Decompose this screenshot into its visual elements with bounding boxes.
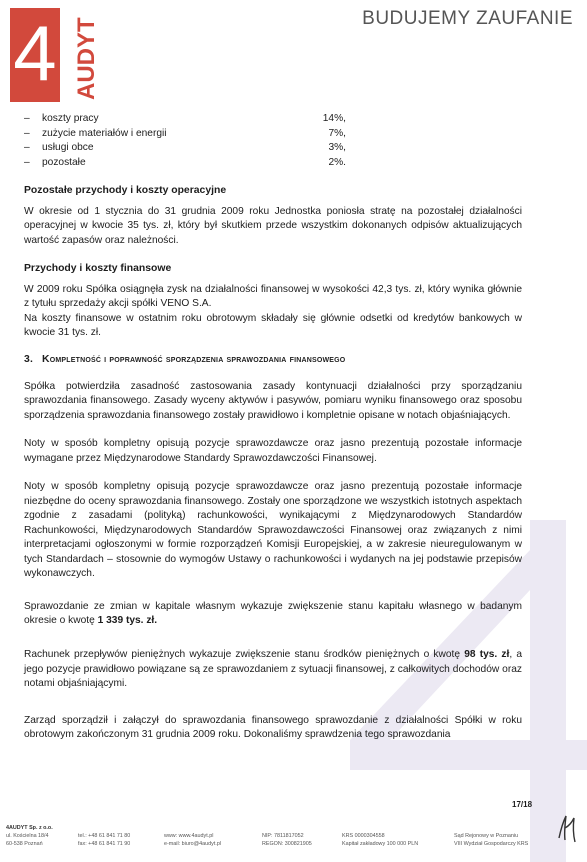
paragraph-going-concern: Spółka potwierdziła zasadność zastosowania zasady kontynuacji działalności przy sporządzaniu sprawozdania finansowego. Zasady wyceny aktywów i pasywów, pomiaru wyniku finansowego oraz sposobu sporządzenia sprawozdania finansowego zostały prawidłowo i kompletnie opisane w notach objaśniających. bbox=[24, 380, 522, 421]
cost-value: 3%, bbox=[328, 142, 346, 153]
paragraph-equity: Sprawozdanie ze zmian w kapitale własnym wykazuje zwiększenie stanu kapitału własnego w badanym okresie o kwotę 1 339 tys. zł. bbox=[24, 600, 522, 626]
paragraph-notes-1: Noty w sposób kompletny opisują pozycje sprawozdawcze oraz jasno prezentują pozostałe informacje wymagane przez Międzynarodowe Standardy Sprawozdawczości Finansowej. bbox=[24, 438, 522, 464]
cost-row: – koszty pracy 14%, bbox=[24, 112, 522, 127]
footer-ids: NIP: 7811817052 REGON: 300821905 bbox=[262, 833, 312, 848]
page-number: 17/18 bbox=[512, 800, 533, 809]
finance-paragraph-2: Na koszty finansowe w ostatnim roku obrotowym składały się głównie odsetki od kredytów bankowych w kwocie 31 tys. zł. bbox=[24, 312, 522, 339]
logo-number: 4 bbox=[13, 9, 57, 97]
cost-row: – usługi obce 3%, bbox=[24, 141, 522, 156]
other-ops-heading: Pozostałe przychody i koszty operacyjne bbox=[24, 185, 227, 196]
header-slogan: BUDUJEMY ZAUFANIE bbox=[362, 8, 573, 29]
footer-phones: tel.: +48 61 841 71 80 fax: +48 61 841 71 90 bbox=[78, 833, 131, 848]
paragraph-cashflow: Rachunek przepływów pieniężnych wykazuje zwiększenie stanu środków pieniężnych o kwotę 98 tys. zł, a jego pozycje prawidłowo powiązane są ze sprawozdaniem z sytuacji finansowej, z całkowitych dochodów oraz notami objaśniającymi. bbox=[24, 649, 522, 690]
other-ops-paragraph: W okresie od 1 stycznia do 31 grudnia 2009 roku Jednostka poniosła stratę na pozostałej działalności operacyjnej w kwocie 35 tys. zł, który był skutkiem przede wszystkim dokonanych odpisów aktualizujących wartość zapasów oraz należności. bbox=[24, 205, 522, 246]
finance-heading: Przychody i koszty finansowe bbox=[24, 263, 172, 275]
cost-label: koszty pracy bbox=[42, 113, 99, 124]
cost-value: 14%, bbox=[322, 113, 346, 124]
page-footer bbox=[6, 824, 581, 858]
cost-label: pozostałe bbox=[42, 156, 86, 168]
paragraph-management-report: Zarząd sporządził i załączył do sprawozdania finansowego sprawozdanie z działalności Spółki w roku obrotowym zakończonym 31 grudnia 2009 roku. Dokonaliśmy sprawdzenia tego sprawozdania bbox=[24, 714, 522, 741]
cash-amount: 98 tys. zł bbox=[464, 649, 510, 661]
section-title: Kompletność i poprawność sporządzenia sprawozdania finansowego bbox=[42, 353, 346, 365]
section-3-heading bbox=[24, 353, 522, 368]
cost-label: zużycie materiałów i energii bbox=[42, 127, 167, 139]
logo-text: AUDYT bbox=[73, 17, 100, 100]
footer-web: www: www.4audyt.pl e-mail: biuro@4audyt.pl bbox=[164, 833, 222, 848]
cost-value: 2%. bbox=[328, 156, 346, 168]
company-logo bbox=[10, 8, 102, 102]
footer-court: Sąd Rejonowy w Poznaniu VIII Wydział Gospodarczy KRS bbox=[454, 833, 529, 848]
cost-row: – pozostałe 2%. bbox=[24, 156, 522, 171]
footer-company: 4AUDYT Sp. z o.o. ul. Kościelna 18/4 60-538 Poznań bbox=[6, 825, 53, 848]
cost-row: – zużycie materiałów i energii 7%, bbox=[24, 127, 522, 142]
finance-paragraph-1: W 2009 roku Spółka osiągnęła zysk na działalności finansowej w wysokości 42,3 tys. zł, który wynika głównie z tytułu sprzedaży akcji spółki VENO S.A. bbox=[24, 283, 522, 310]
cost-list bbox=[24, 112, 522, 170]
section-number: 3. bbox=[24, 353, 34, 365]
cost-label: usługi obce bbox=[42, 142, 94, 153]
cost-value: 7%, bbox=[328, 127, 346, 139]
document-body bbox=[24, 112, 522, 743]
paragraph-notes-2: Noty w sposób kompletny opisują pozycje sprawozdawcze oraz jasno prezentują pozostałe informacje niezbędne do oceny sprawozdania finansowego. Zostały one sporządzone we wszystkich istotnych aspektach zgodnie z zasadami (polityką) rachunkowości, wynikającymi z Międzynarodowych Standardów Rachunkowości, Międzynarodowych Standardów Sprawozdawczości Finansowej oraz związanych z nimi interpretacjami ogłoszonymi w formie rozporządzeń Komisji Europejskiej, a w zakresie nieuregulowanym w tych Standardach – stosownie do wymogów Ustawy o rachunkowości i wydanych na jej podstawie przepisów wykonawczych. bbox=[24, 481, 522, 580]
footer-krs: KRS 0000304558 Kapitał zakładowy 100 000 PLN bbox=[342, 833, 419, 848]
equity-amount: 1 339 tys. zł. bbox=[97, 614, 158, 626]
